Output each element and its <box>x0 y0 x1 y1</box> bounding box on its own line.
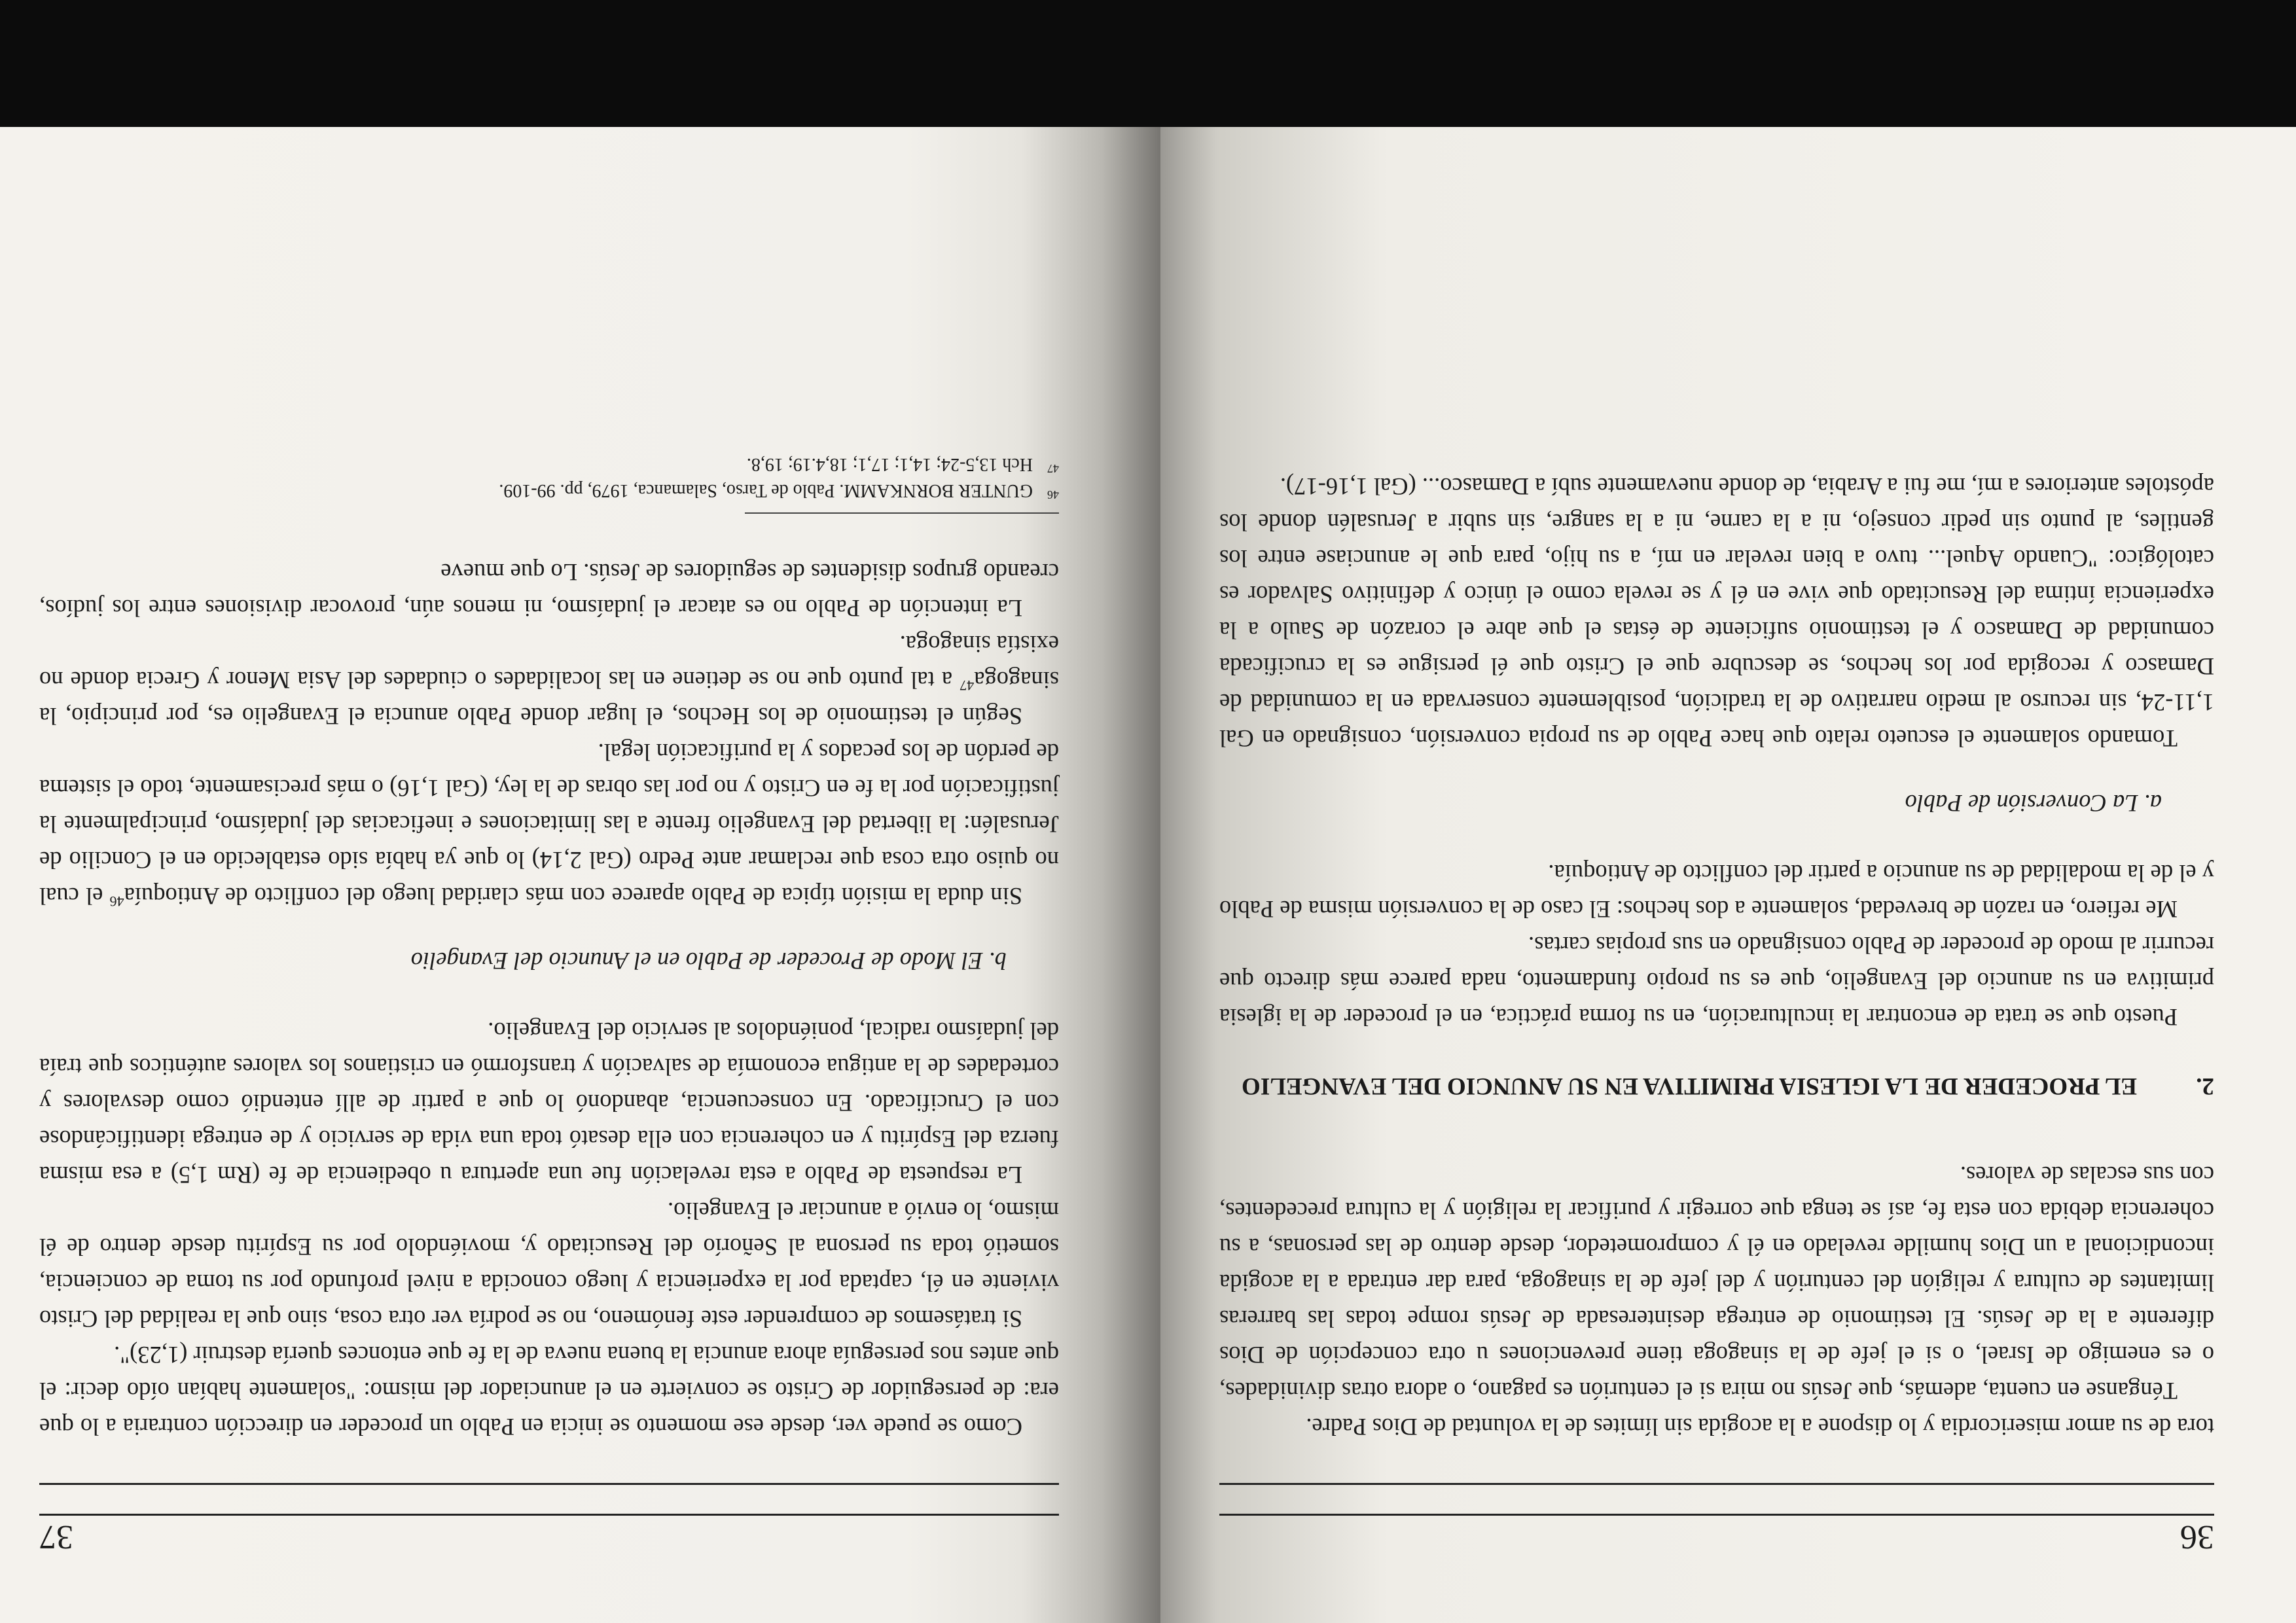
footnotes <box>39 451 1059 514</box>
paragraph-text: Sin duda la misión típica de Pablo aparece con más claridad luego del conflicto de Antioquía <box>124 883 1022 910</box>
running-head <box>39 1514 1059 1556</box>
section-title: EL PROCEDER DE LA IGLESIA PRIMITIVA EN SU ANUNCIO DEL EVANGELIO <box>1242 1073 2137 1099</box>
page-36 <box>1160 127 2296 1623</box>
footnote-rule <box>745 512 1059 514</box>
footnote-number: 46 <box>1047 488 1059 501</box>
paragraph-text: el cual no quiso otra cosa que reclamar ante Pedro (Gal 2,14) lo que ya había sido establecido en el Concilio de Jerusalén: la libertad del Evangelio frente a las limitaciones e ineficacias del judaísmo, principalmente la justificación por la fe en Cristo y no por las obras de la ley, (Gal 1,16) o más precisamente, todo el sistema de perdón de los pecados y la purificación legal. <box>39 739 1059 910</box>
paragraph: La respuesta de Pablo a esta revelación fue una apertura u obediencia de fe (Rm 1,5) a esa misma fuerza del Espíritu y en coherencia con ella desató toda una vida de servicio y de entrega identificándose con el Crucificado. En consecuencia, abandonó lo que a partir de allí entendió como desvalores y cortedades de la antigua economía de salvación y transformó en cristianos los valores auténticos que traía del judaísmo radical, poniéndolos al servicio del Evangelio. <box>39 1018 1059 1188</box>
footnote <box>39 477 1059 503</box>
page-number: 36 <box>2180 1518 2214 1556</box>
paragraph: Ténganse en cuenta, además, que Jesús no mira si el centurión es pagano, o adora otras divinidades, o es enemigo de Israel, o si el jefe de la sinagoga tiene prevenciones u otra concepción de Dios diferente a la de Jesús. El testimonio de entrega desinteresada de Jesús rompe todas las barreras limitantes de cultura y religión del centurión y del jefe de la sinagoga, para dar entrada a la acogida incondicional a un Dios humilde revelado en él y comprometedor, desde dentro de las personas, a su coherencia debida con esta fe, así se tenga que corregir y purificar la religión y la cultura precedentes, con sus escalas de valores. <box>1219 1162 2214 1404</box>
paragraph-text: Según el testimonio de los Hechos, el lugar donde Pablo anuncia el Evangelio es, por principio, la sinagoga <box>39 667 1059 730</box>
footnote <box>39 451 1059 477</box>
section-number: 2. <box>2196 1073 2214 1099</box>
subheading: b. El Modo de Proceder de Pablo en el Anuncio del Evangelio <box>410 948 1007 974</box>
header-rule <box>39 1483 1059 1485</box>
running-head <box>1219 1514 2214 1556</box>
paragraph: tora de su amor misericordia y lo dispone a la acogida sin límites de la voluntad de Dios Padre. <box>1306 1414 2214 1440</box>
header-rule <box>1219 1483 2214 1485</box>
paragraph <box>39 626 1059 734</box>
paragraph <box>39 734 1059 914</box>
paragraph: Si tratásemos de comprender este fenómeno, no se podría ver otra cosa, sino que la realidad del Cristo viviente en él, captada por la experiencia y luego conocida a nivel profundo por su toma de conciencia, sometió toda su persona al Señorío del Resucitado y, moviéndolo por su Espíritu desde dentro de él mismo, lo envió a anunciar el Evangelio. <box>39 1198 1059 1332</box>
subheading: a. La Conversión de Pablo <box>1905 790 2162 817</box>
footnote-ref: 46 <box>109 893 124 910</box>
paragraph: La intención de Pablo no es atacar el judaísmo, ni menos aún, provocar divisiones entre los judíos, creando grupos disidentes de seguidores de Jesús. Lo que mueve <box>39 559 1059 622</box>
scanner-background <box>0 0 2296 127</box>
footnote-text: GUNTER BORNKAMM. Pablo de Tarso, Salamanca, 1979, pp. 99-109. <box>499 480 1033 501</box>
footnote-number: 47 <box>1047 462 1059 475</box>
page-number: 37 <box>39 1518 73 1556</box>
page-37 <box>0 127 1160 1623</box>
section-heading <box>1219 1069 2214 1102</box>
footnote-ref: 47 <box>960 677 975 694</box>
paragraph: Puesto que se trata de encontrar la inculturación, en su forma práctica, en el proceder de la iglesia primitiva en su anuncio del Evangelio, que es su propio fundamento, nada parece más directo que recurrir al modo de proceder de Pablo consignado en sus propias cartas. <box>1219 932 2214 1031</box>
paragraph: Tomando solamente el escueto relato que hace Pablo de su propia conversión, consignado en Gal 1,11-24, sin recurso al medio narrativo de la tradición, posiblemente conservada en la comunidad de Damasco y recogida por los hechos, se descubre que el Cristo que él persigue es la crucificada comunidad de Damasco y el testimonio suficiente de éstas el que abre el corazón de Saulo a la experiencia íntima del Resucitado que vive en él y se revela como el único y definitivo Salvador es catológico: "Cuando Aquel... tuvo a bien revelar en mí, a su hijo, para que le anunciase entre los gentiles, al punto sin pedir consejo, ni a la carne, ni a la sangre, sin subir a Jerusalén donde los apóstoles anteriores a mí, me fui a Arabia, de donde nuevamente subí a Damasco... (Gal 1,16-17). <box>1219 473 2214 752</box>
paragraph: Como se puede ver, desde ese momento se inicia en Pablo un proceder en dirección contraria a lo que era: de perseguidor de Cristo se convierte en el anunciador del mismo: "solamente habían oído decir: el que antes nos perseguía ahora anuncia la buena nueva de la fe que entonces quería destruir (1,23)". <box>39 1342 1059 1440</box>
paragraph: Me refiero, en razón de brevedad, solamente a dos hechos: El caso de la conversión misma de Pablo y el de la modalidad de su anuncio a partir del conflicto de Antioquía. <box>1219 860 2214 923</box>
paragraph-text: a tal punto que no se detiene en las localidades o ciudades del Asia Menor y Grecia donde no existía sinagoga. <box>39 631 1059 694</box>
footnote-text: Hch 13,5-24; 14,1; 17,1; 18,4.19; 19,8. <box>746 454 1033 474</box>
